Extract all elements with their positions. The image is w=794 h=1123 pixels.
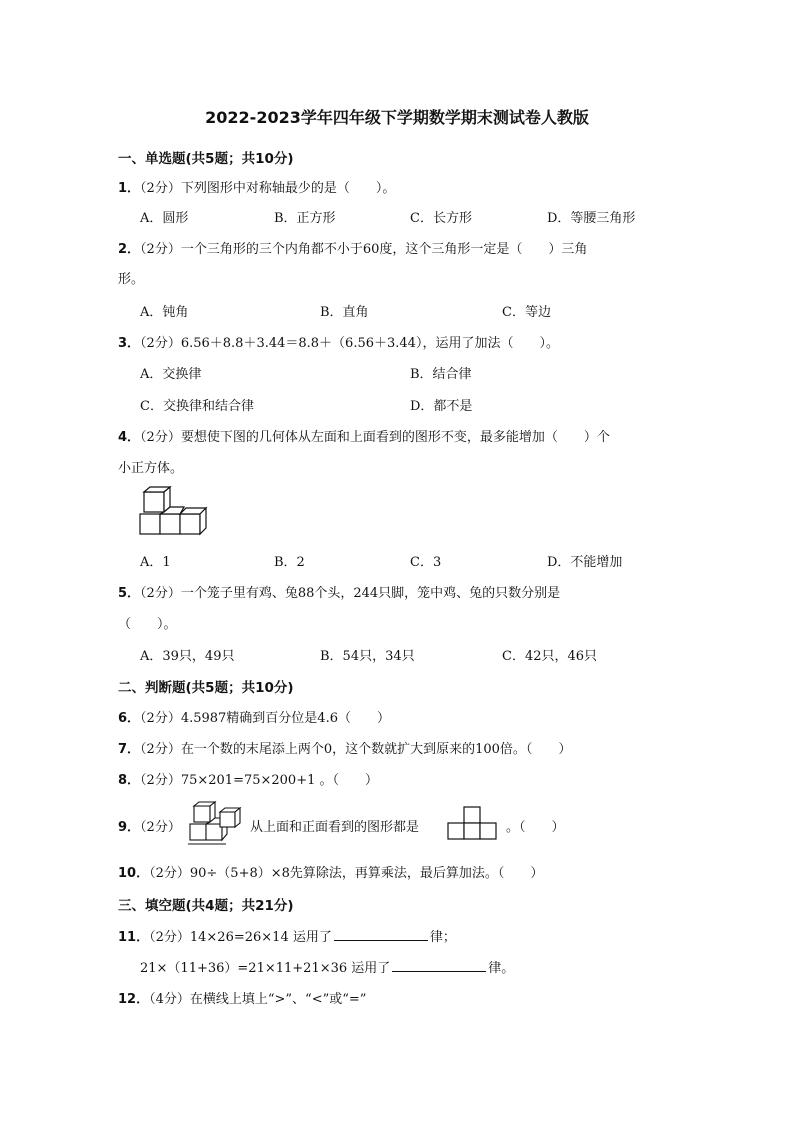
- question-text: 21×（11+36）=21×11+21×36 运用了: [140, 961, 391, 976]
- question-text: （2分）6.56＋8.8＋3.44＝8.8＋（6.56＋3.44），运用了加法（ ）。: [140, 336, 559, 351]
- question-number: 11．: [118, 930, 150, 945]
- option: B．直角: [320, 305, 369, 320]
- question-number: 1．: [118, 181, 141, 196]
- question-number: 9．: [118, 820, 141, 835]
- option: C．交换律和结合律: [140, 399, 254, 414]
- question-number: 8．: [118, 773, 141, 788]
- question-text-continued: （ ）。: [118, 617, 177, 632]
- question-number: 6．: [118, 711, 141, 726]
- view-figure: [447, 803, 499, 841]
- option: A．钝角: [140, 305, 189, 320]
- question-2: [118, 238, 587, 257]
- option: A．39只，49只: [140, 649, 235, 664]
- question-text: 律；: [429, 930, 456, 945]
- question-7: [118, 738, 571, 757]
- question-text: （2分）4.5987精确到百分位是4.6（ ）: [140, 711, 390, 726]
- question-8: [118, 769, 378, 788]
- question-6: [118, 707, 390, 726]
- option: B．54只，34只: [320, 649, 415, 664]
- question-10: [118, 862, 543, 881]
- question-text: 律。: [488, 961, 515, 976]
- cube-figure: [186, 800, 244, 846]
- question-number: 2．: [118, 242, 141, 257]
- question-number: 4．: [118, 430, 141, 445]
- section-heading-fill-blank: 三、填空题(共4题；共21分): [118, 898, 294, 914]
- question-number: 7．: [118, 742, 141, 757]
- question-number: 10．: [118, 866, 150, 881]
- question-text: （2分）90÷（5+8）×8先算除法，再算乘法，最后算加法。（ ）: [149, 866, 544, 881]
- page-title: 2022-2023学年四年级下学期数学期末测试卷人教版: [205, 108, 589, 127]
- question-text: （2分）下列图形中对称轴最少的是（ ）。: [140, 181, 396, 196]
- option: D．不能增加: [547, 555, 623, 570]
- option: D．等腰三角形: [547, 211, 636, 226]
- question-text: （2分）要想使下图的几何体从左面和上面看到的图形不变，最多能增加（ ）个: [140, 430, 610, 445]
- question-text: （2分）一个三角形的三个内角都不小于60度，这个三角形一定是（ ）三角: [140, 242, 588, 257]
- question-9: [118, 816, 181, 835]
- option: C．3: [410, 555, 442, 570]
- question-text: （4分）在横线上填上“>”、“<”或“=”: [149, 992, 367, 1007]
- question-text: （2分）在一个数的末尾添上两个0，这个数就扩大到原来的100倍。（ ）: [140, 742, 572, 757]
- option: C．等边: [502, 305, 551, 320]
- question-4: [118, 426, 610, 445]
- question-5: [118, 582, 560, 601]
- option: B．2: [274, 555, 305, 570]
- option: B．结合律: [410, 367, 472, 382]
- question-12: [118, 988, 366, 1007]
- question-text: 。（ ）: [506, 820, 565, 835]
- section-heading-true-false: 二、判断题(共5题；共10分): [118, 680, 294, 696]
- option: B．正方形: [274, 211, 336, 226]
- question-text: （2分）14×26=26×14 运用了: [149, 930, 332, 945]
- question-text: （2分）: [140, 820, 181, 835]
- question-text-continued: 形。: [118, 272, 145, 287]
- question-11-line-2: [140, 957, 514, 976]
- option: C．42只，46只: [502, 649, 598, 664]
- question-text: （2分）一个笼子里有鸡、兔88个头，244只脚，笼中鸡、兔的只数分别是: [140, 586, 561, 601]
- question-number: 3．: [118, 336, 141, 351]
- option: D．都不是: [410, 399, 473, 414]
- cube-figure: [138, 486, 210, 538]
- question-text: 从上面和正面看到的图形都是: [250, 820, 420, 835]
- question-11: [118, 926, 456, 945]
- question-number: 5．: [118, 586, 141, 601]
- section-heading-single-choice: 一、单选题(共5题；共10分): [118, 151, 294, 167]
- question-1: [118, 177, 395, 196]
- option: A．1: [140, 555, 171, 570]
- option: A．交换律: [140, 367, 202, 382]
- option: C．长方形: [410, 211, 472, 226]
- question-3: [118, 332, 559, 351]
- question-text: （2分）75×201=75×200+1 。（ ）: [140, 773, 379, 788]
- question-text-continued: 小正方体。: [118, 461, 184, 476]
- answer-blank[interactable]: [334, 927, 428, 941]
- question-number: 12．: [118, 992, 150, 1007]
- answer-blank[interactable]: [392, 958, 486, 972]
- option: A．圆形: [140, 211, 189, 226]
